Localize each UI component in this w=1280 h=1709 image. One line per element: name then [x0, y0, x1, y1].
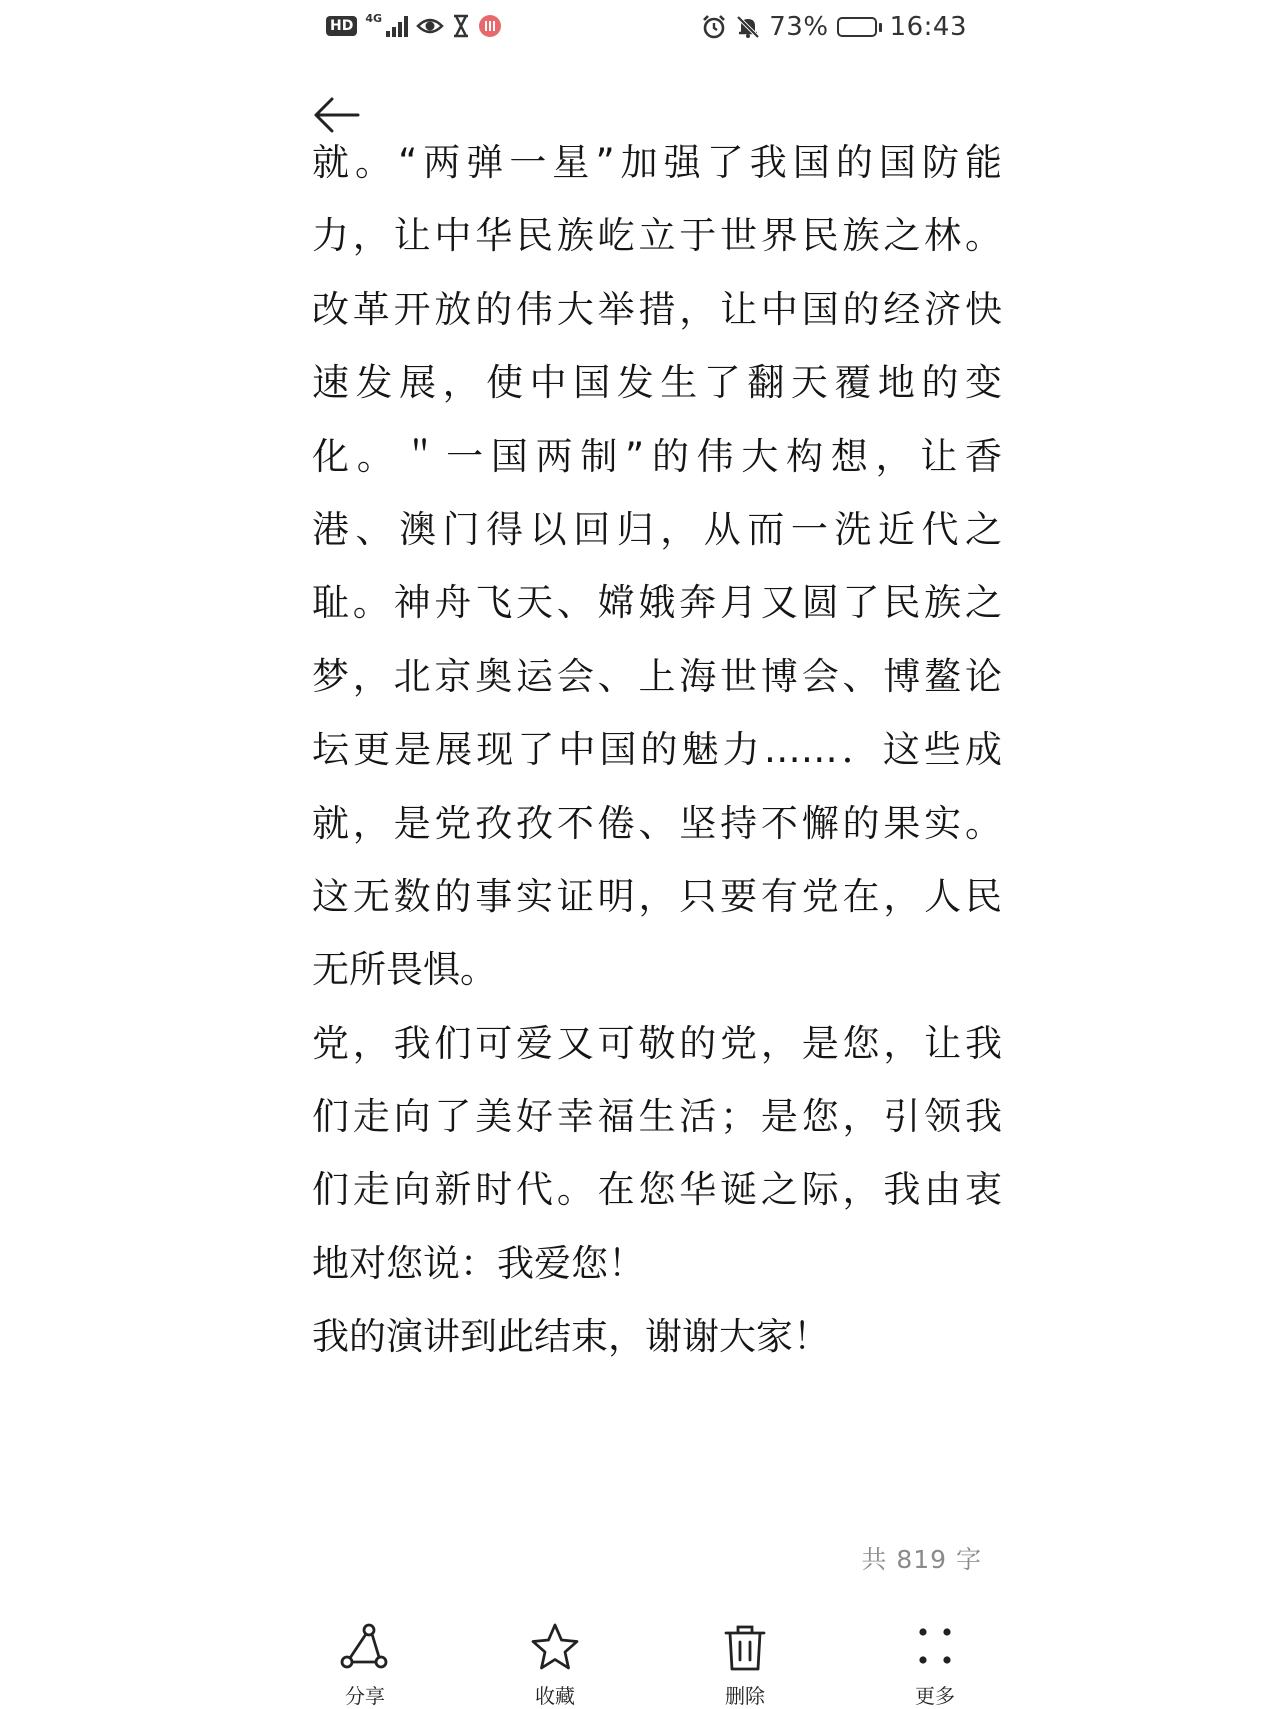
star-icon	[527, 1620, 583, 1676]
signal-icon	[386, 15, 408, 37]
share-button[interactable]	[310, 1620, 420, 1706]
text-line: 港、澳门得以回归，从而一洗近代之	[312, 507, 1002, 551]
text-line: 化。＂一国两制”的伟大构想，让香	[312, 434, 1002, 478]
hd-badge: HD	[326, 16, 357, 36]
text-line: 梦，北京奥运会、上海世博会、博鳌论	[312, 654, 1002, 698]
note-text	[312, 126, 1002, 1374]
text-line: 党，我们可爱又可敬的党，是您，让我	[312, 1021, 1002, 1065]
text-line: 耻。神舟飞天、嫦娥奔月又圆了民族之	[312, 581, 1002, 625]
app-notification-icon	[478, 14, 502, 38]
status-bar	[0, 0, 1280, 60]
text-line: 地对您说：我爱您！	[312, 1241, 645, 1285]
trash-icon	[717, 1620, 773, 1676]
text-line: 这无数的事实证明，只要有党在，人民	[312, 874, 1002, 918]
hourglass-icon	[452, 14, 470, 38]
more-label: 更多	[915, 1684, 955, 1708]
bottom-toolbar	[310, 1620, 990, 1706]
status-right	[701, 12, 967, 42]
share-icon	[337, 1620, 393, 1676]
battery-percent: 73%	[769, 12, 829, 42]
text-line: 速发展，使中国发生了翻天覆地的变	[312, 361, 1002, 405]
favorite-label: 收藏	[535, 1684, 575, 1708]
text-line: 就。“两弹一星”加强了我国的国防能	[312, 141, 1002, 184]
mute-bell-icon	[735, 14, 761, 40]
word-count: 共 819 字	[861, 1545, 982, 1574]
more-button[interactable]	[880, 1620, 990, 1706]
text-line: 改革开放的伟大举措，让中国的经济快	[312, 287, 1002, 331]
network-type: 4G	[365, 11, 383, 25]
more-dots-icon	[907, 1620, 963, 1676]
alarm-icon	[701, 14, 727, 40]
text-line: 坛更是展现了中国的魅力……．这些成	[312, 728, 1002, 772]
text-line: 们走向了美好幸福生活；是您，引领我	[312, 1095, 1002, 1139]
note-content[interactable]	[0, 141, 1280, 1508]
clock: 16:43	[889, 12, 967, 42]
text-line: 无所畏惧。	[312, 948, 497, 992]
delete-label: 删除	[725, 1684, 765, 1708]
status-left	[326, 11, 502, 38]
text-line: 们走向新时代。在您华诞之际，我由衷	[312, 1168, 1002, 1212]
favorite-button[interactable]	[500, 1620, 610, 1706]
battery-icon	[837, 17, 882, 37]
text-line: 力，让中华民族屹立于世界民族之林。	[312, 214, 1002, 258]
delete-button[interactable]	[690, 1620, 800, 1706]
share-label: 分享	[345, 1684, 385, 1708]
eye-icon	[416, 15, 444, 37]
text-line: 就，是党孜孜不倦、坚持不懈的果实。	[312, 801, 1002, 845]
text-line: 我的演讲到此结束，谢谢大家！	[312, 1315, 830, 1359]
